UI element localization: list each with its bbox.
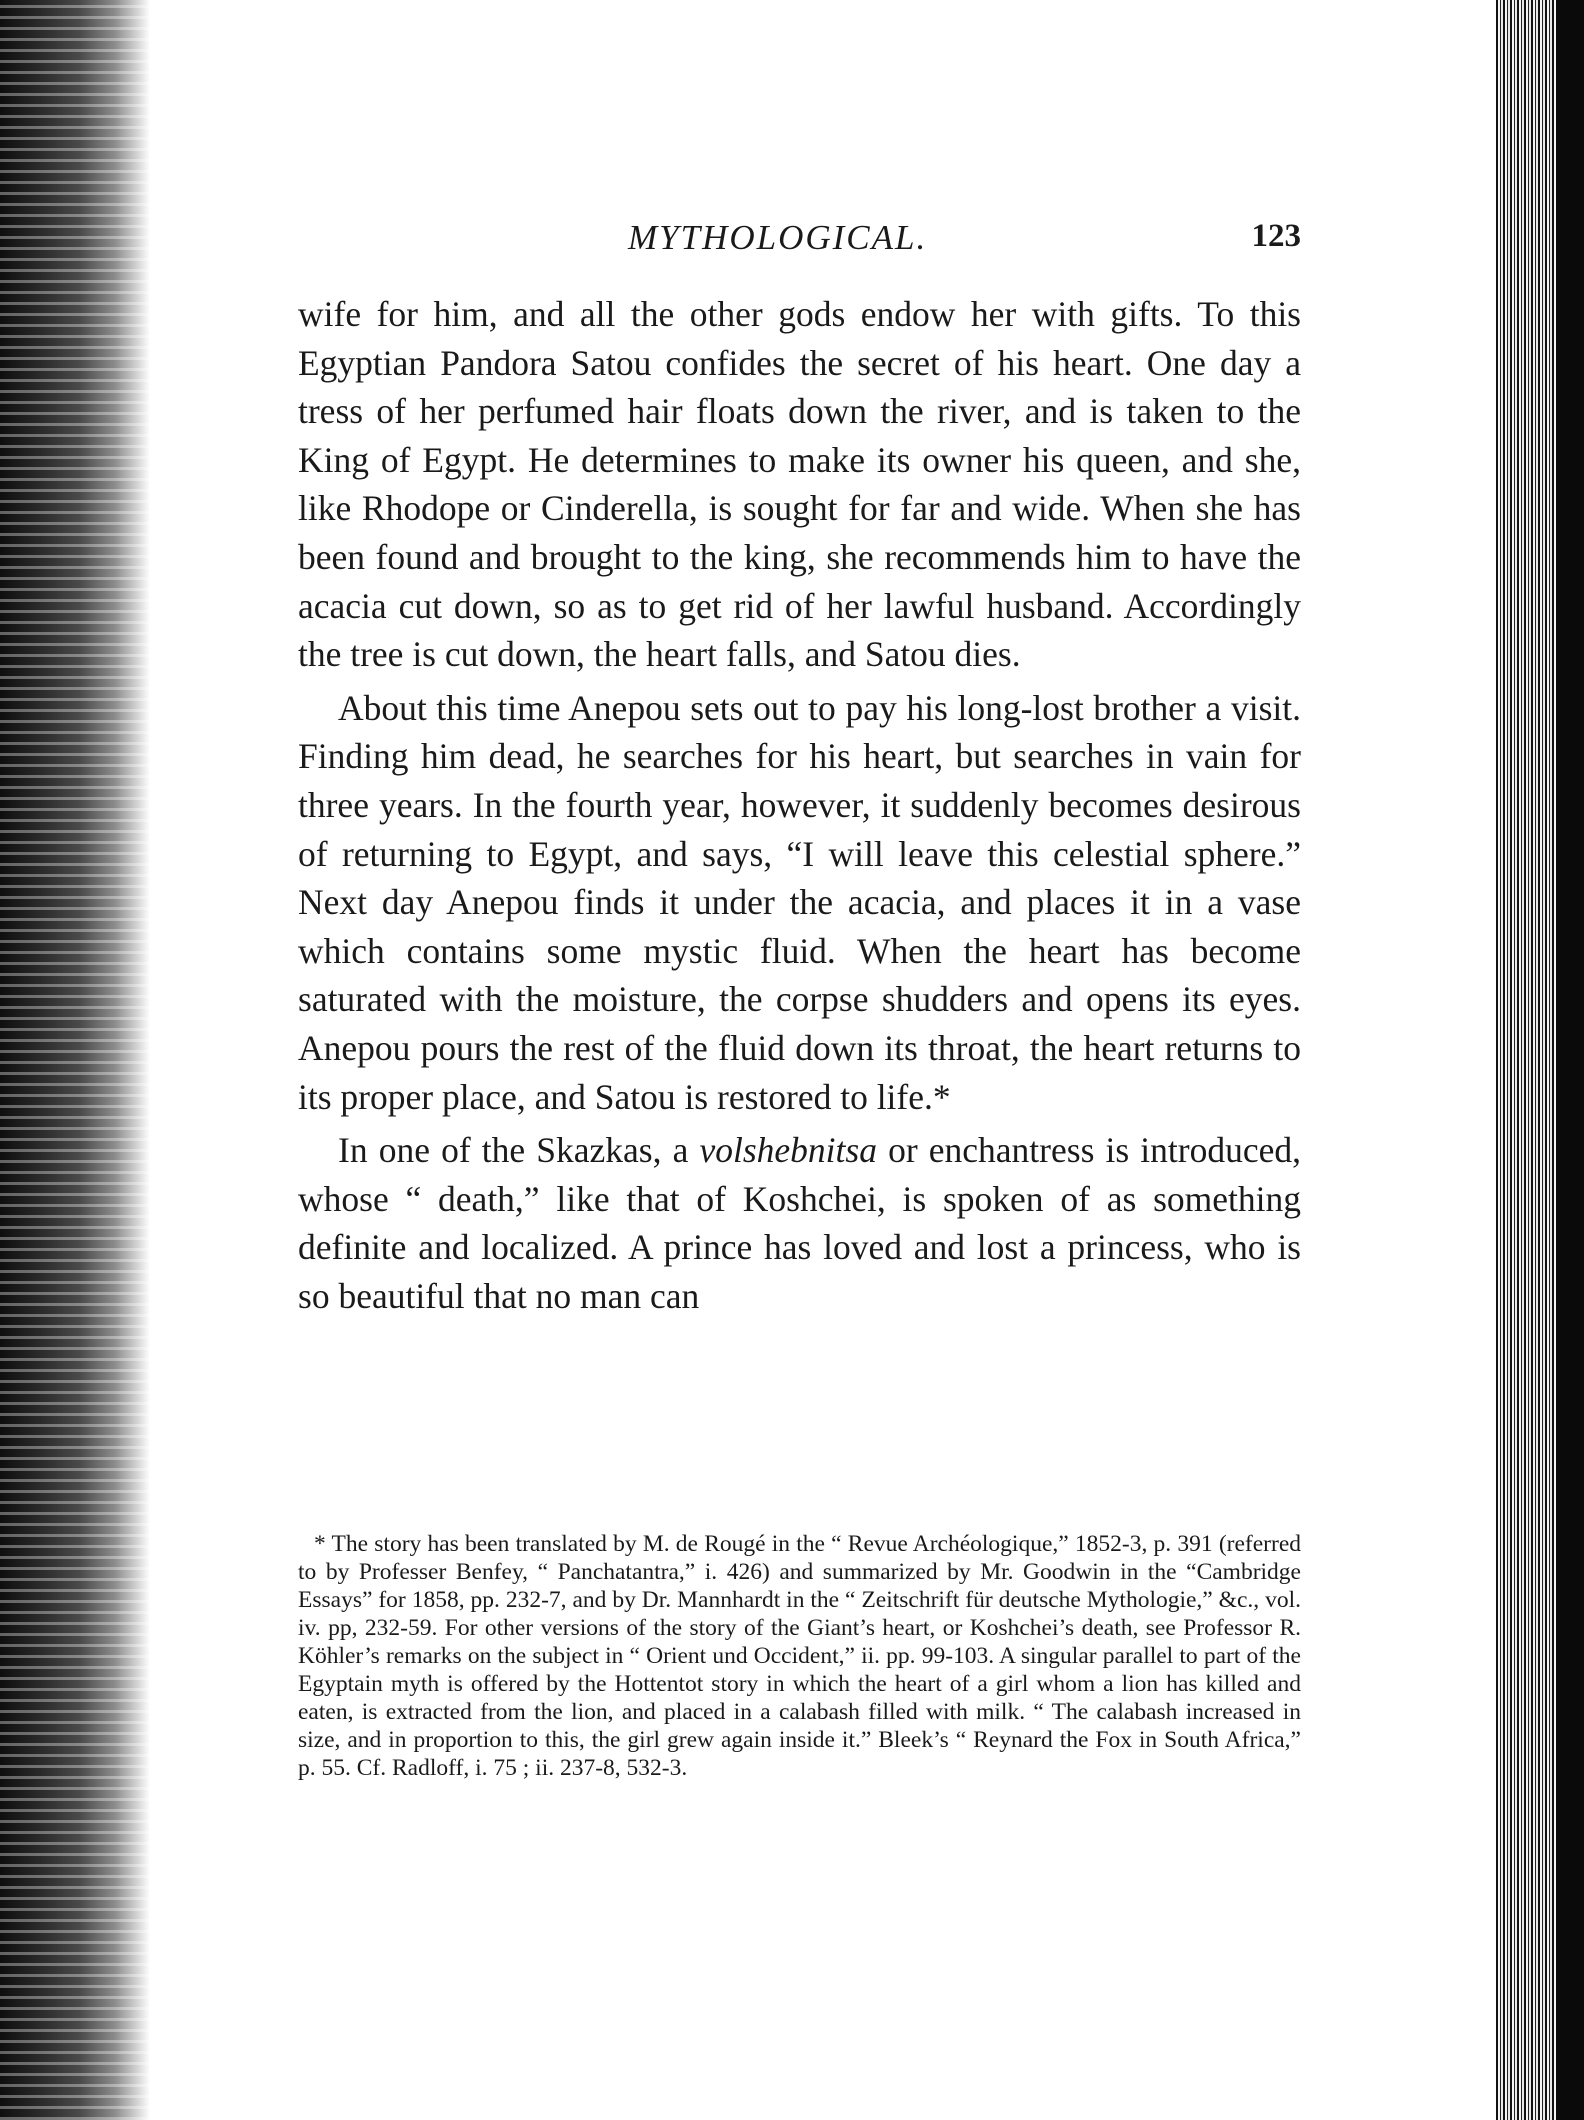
paragraph-3 xyxy=(298,1126,1301,1320)
page-header xyxy=(298,218,1301,270)
paragraph-2: About this time Anepou sets out to pay his long-lost brother a visit. Finding him dead, he searches for his heart, but searches in vain for three years. In the fourth year, however, it suddenly becomes desirous of returning to Egypt, and says, “I will leave this celestial sphere.” Next day Anepou finds it under the acacia, and places it in a vase which contains some mystic fluid. When the heart has become saturated with the moisture, the corpse shudders and opens its eyes. Anepou pours the rest of the fluid down its throat, the heart returns to its proper place, and Satou is restored to life.* xyxy=(298,687,1301,1117)
paragraph-3-start: In one of the Skazkas, a xyxy=(338,1130,700,1171)
paragraph-3-end: or enchantress is introduced, whose “ death,” like that of Koshchei, is spoken of as something definite and localized. A prince has loved and lost a princess, who is so beautiful that no man can xyxy=(298,1130,1301,1316)
page-number: 123 xyxy=(1251,218,1301,254)
main-text xyxy=(298,290,1301,1320)
book-page-edges xyxy=(1496,0,1584,2120)
book-binding-shadow xyxy=(0,0,150,2120)
paragraph-3-italic-term: volshebnitsa xyxy=(699,1130,877,1171)
paragraph-1: wife for him, and all the other gods endow her with gifts. To this Egyptian Pandora Satou confides the secret of his heart. One day a tress of her perfumed hair floats down the river, and is taken to the King of Egypt. He determines to make its owner his queen, and she, like Rhodope or Cinderella, is sought for far and wide. When she has been found and brought to the king, she recommends him to have the acacia cut down, so as to get rid of her lawful husband. Accordingly the tree is cut down, the heart falls, and Satou dies. xyxy=(298,294,1301,675)
running-title: MYTHOLOGICAL. xyxy=(628,218,928,257)
footnote: * The story has been translated by M. de Rougé in the “ Revue Archéologique,” 1852-3, p. 391 (referred to by Professer Benfey, “ Panchatantra,” i. 426) and summarized by Mr. Goodwin in the “Cambridge Essays” for 1858, pp. 232-7, and by Dr. Mannhardt in the “ Zeitschrift für deutsche Mythologie,” &c., vol. iv. pp, 232-59. For other versions of the story of the Giant’s heart, or Koshchei’s death, see Professor R. Köhler’s remarks on the subject in “ Orient und Occident,” ii. pp. 99-103. A singular parallel to part of the Egyptain myth is offered by the Hottentot story in which the heart of a girl whom a lion has killed and eaten, is extracted from the lion, and placed in a calabash filled with milk. “ The calabash increased in size, and in proportion to this, the girl grew again inside it.” Bleek’s “ Reynard the Fox in South Africa,” p. 55. Cf. Radloff, i. 75 ; ii. 237-8, 532-3. xyxy=(298,1531,1301,1781)
